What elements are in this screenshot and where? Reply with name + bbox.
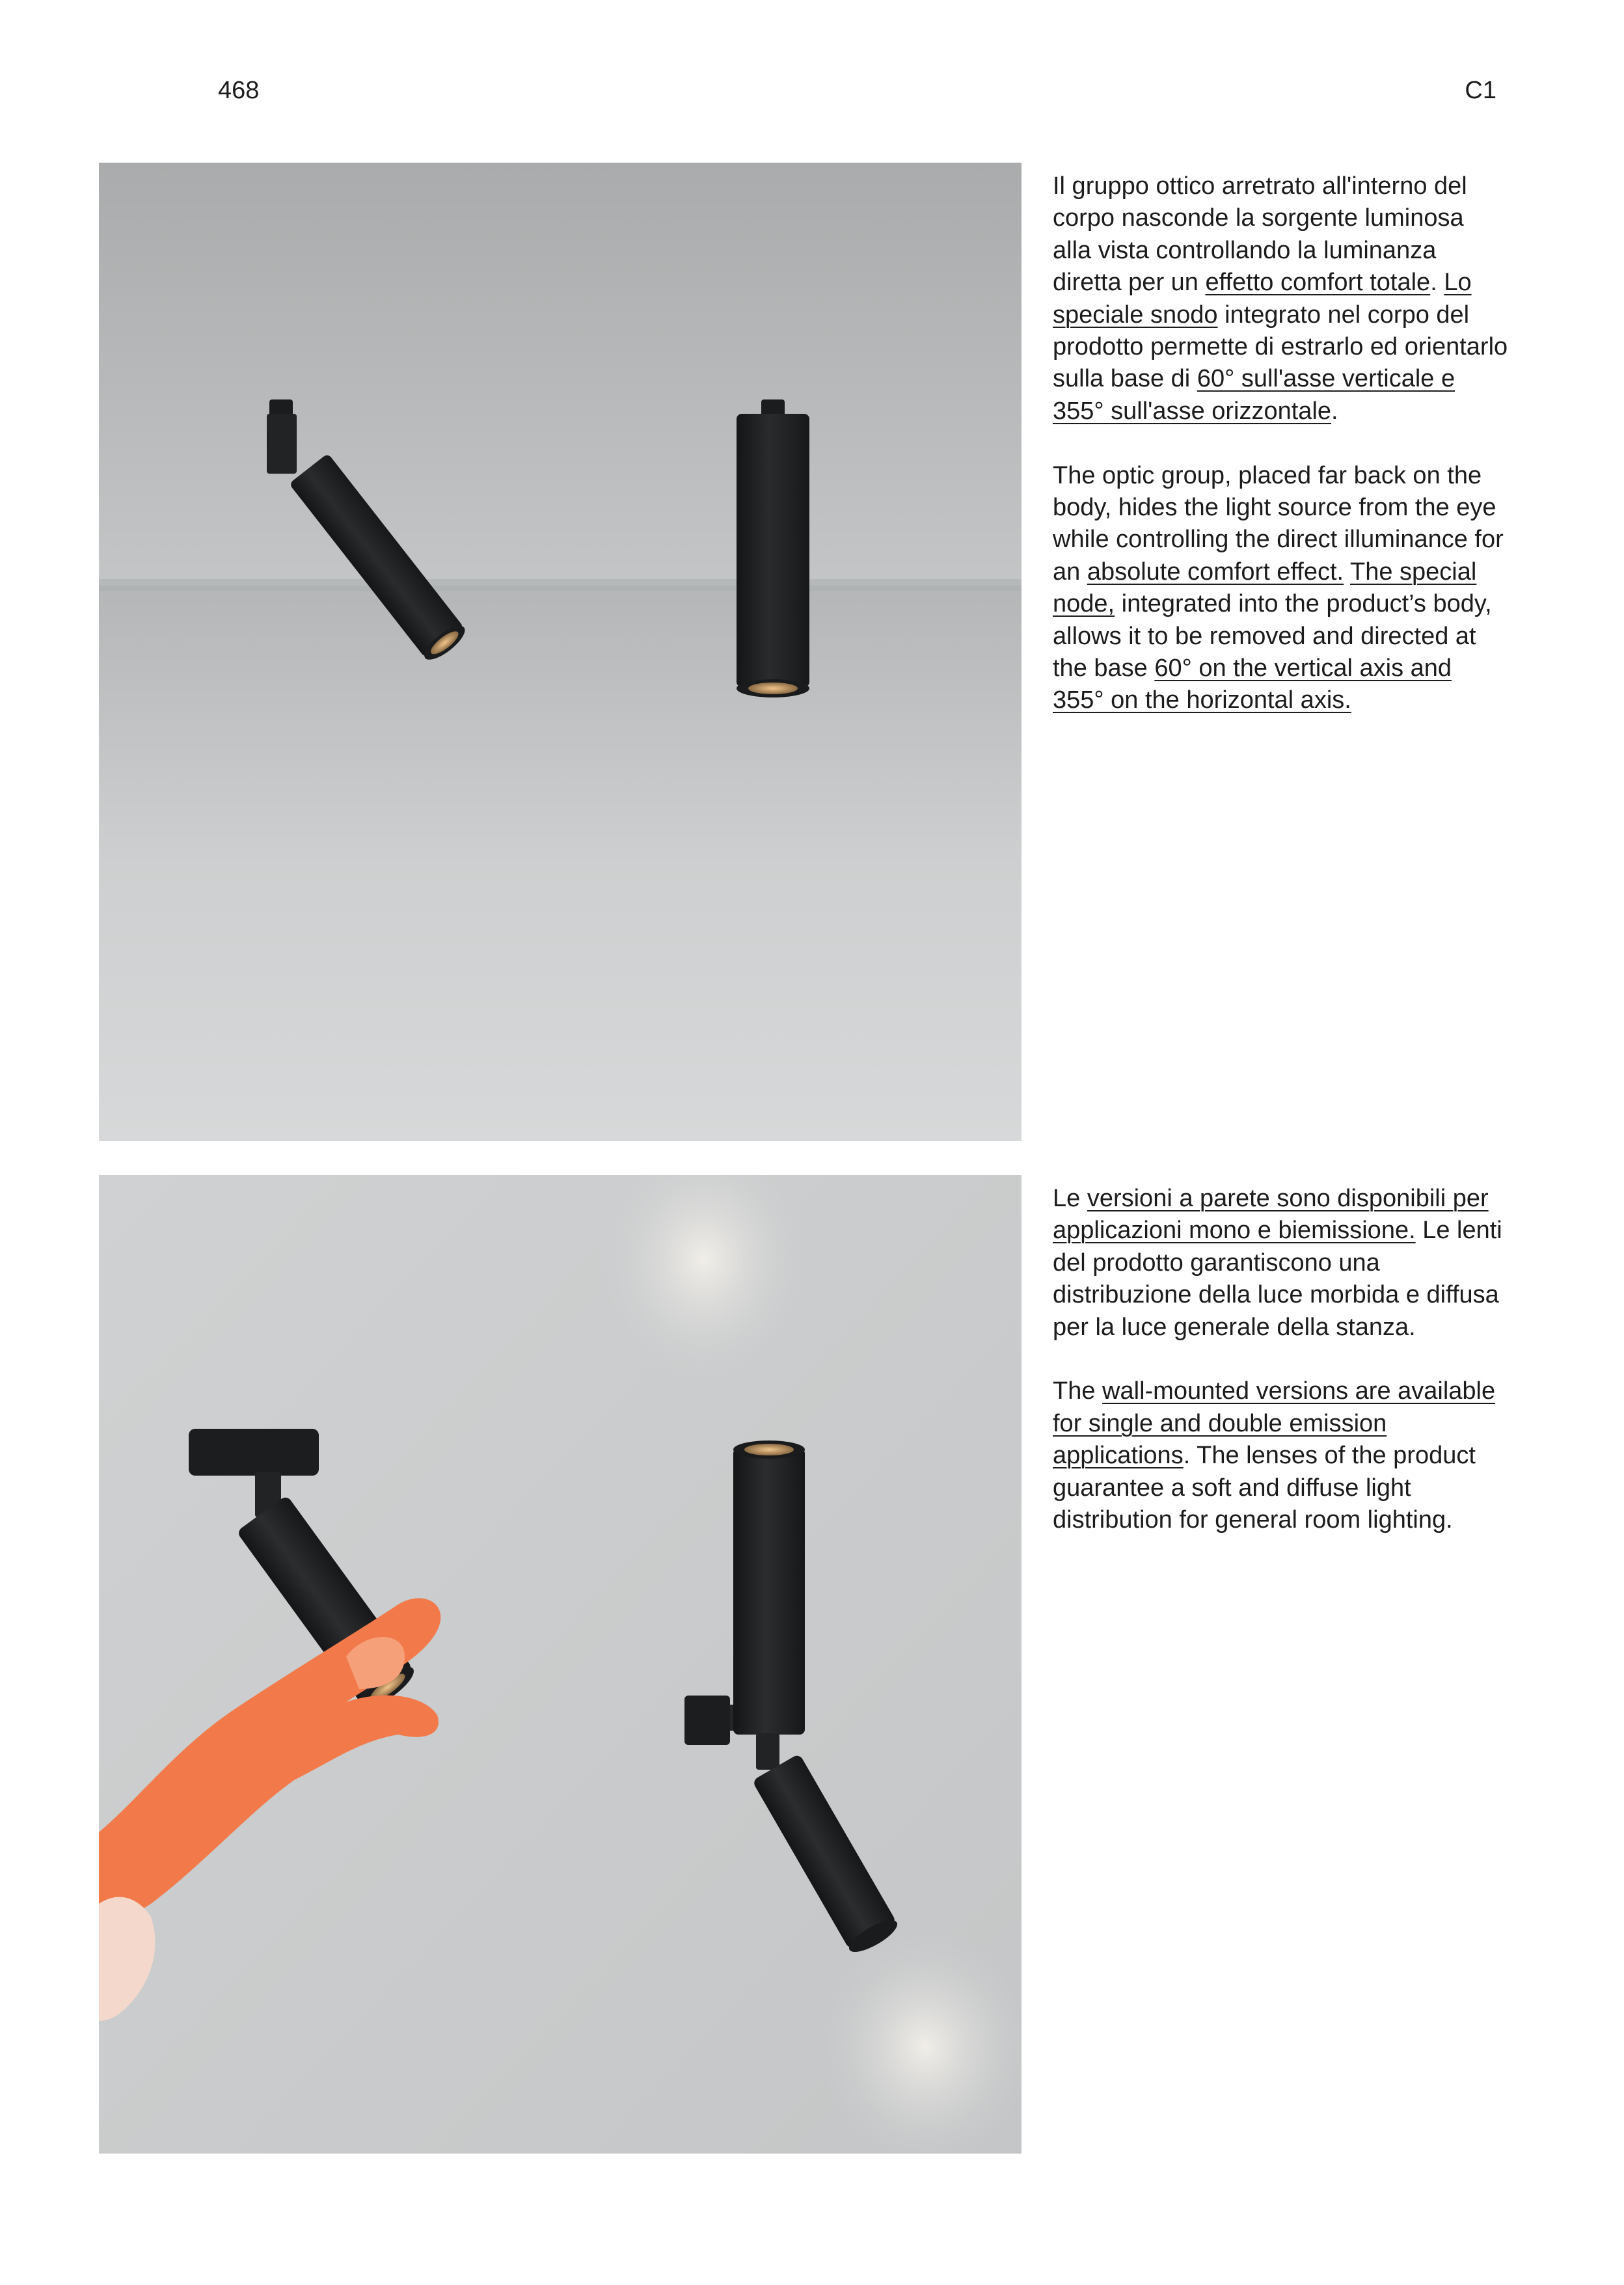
italian-description-wall	[1053, 1183, 1508, 1344]
description-block-wall	[1053, 1183, 1508, 1569]
english-description	[1053, 460, 1508, 717]
en-text-3: integrated into the product’s body, allows it to be removed and directed at the base	[1053, 590, 1492, 683]
description-block-ceiling	[1053, 170, 1508, 749]
it-wall-text-2: Le lenti del prodotto garantiscono una distribuzione della luce morbida e diffusa per la luce generale della stanza.	[1053, 1217, 1502, 1341]
it-text-1: Il gruppo ottico arretrato all'interno del corpo nasconde la sorgente luminosa alla vista controllando la luminanza diretta per un	[1053, 172, 1467, 297]
italian-description	[1053, 170, 1508, 427]
page-number: 468	[218, 77, 260, 104]
en-highlight-axes: 60° on the vertical axis and 355° on the horizontal axis.	[1053, 655, 1452, 714]
english-description-wall	[1053, 1375, 1508, 1536]
it-highlight-axes: 60° sull'asse verticale e 355° sull'asse orizzontale	[1053, 365, 1455, 425]
it-text-2: .	[1430, 269, 1444, 297]
it-highlight-node: Lo speciale snodo	[1053, 269, 1472, 329]
it-text-4: .	[1331, 397, 1338, 425]
en-text-1: The optic group, placed far back on the body, hides the light source from the eye while controlling the direct illuminance for an	[1053, 461, 1504, 586]
en-text-2	[1344, 558, 1350, 586]
section-code: C1	[1465, 77, 1496, 104]
en-wall-text-2: . The lenses of the product guarantee a soft and diffuse light distribution for general room lighting.	[1053, 1442, 1476, 1534]
ceiling-spotlights-photo	[99, 163, 1022, 1141]
en-wall-text-1: The	[1053, 1377, 1103, 1405]
it-highlight-comfort: effetto comfort totale	[1205, 269, 1431, 297]
en-highlight-comfort: absolute comfort effect.	[1087, 558, 1344, 586]
en-wall-highlight: wall-mounted versions are available for single and double emission applications	[1053, 1377, 1496, 1470]
it-wall-text-1: Le	[1053, 1185, 1087, 1212]
wall-spotlights-photo	[99, 1175, 1022, 2154]
it-text-3: integrato nel corpo del prodotto permette di estrarlo ed orientarlo sulla base di	[1053, 301, 1508, 393]
vertical-ceiling-spotlight-icon	[737, 399, 809, 697]
en-highlight-node: The special node,	[1053, 558, 1477, 618]
it-wall-highlight: versioni a parete sono disponibili per applicazioni mono e biemissione.	[1053, 1185, 1489, 1245]
